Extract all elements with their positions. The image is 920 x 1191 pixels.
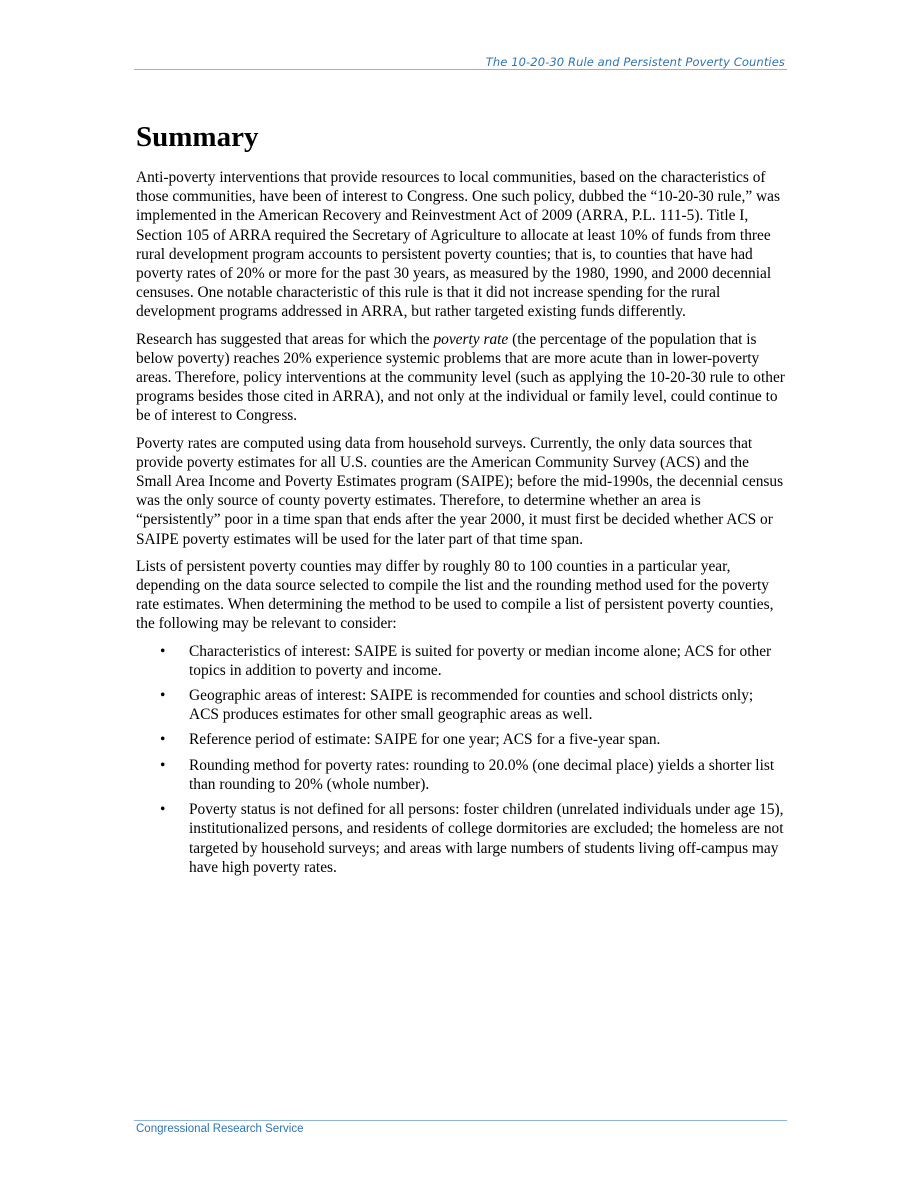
running-header: The 10-20-30 Rule and Persistent Poverty Counties [485,55,785,69]
list-item-text: Characteristics of interest: SAIPE is suited for poverty or median income alone; ACS for other topics in addition to poverty and income. [189,642,772,679]
summary-section [136,120,786,883]
bullet-icon [160,756,165,775]
list-item [136,800,786,877]
bullet-icon [160,686,165,705]
paragraph-lists: Lists of persistent poverty counties may differ by roughly 80 to 100 counties in a particular year, depending on the data source selected to compile the list and the rounding method used for the poverty rate estimates. When determining the method to be used to compile a list of persistent poverty counties, the following may be relevant to consider: [136,557,774,633]
list-item [136,642,786,680]
paragraph-research [136,330,786,426]
list-item [136,686,786,724]
paragraph-research-text-2: (the percentage of the population that is below poverty) reaches 20% experience systemic problems that are more acute than in lower-poverty areas. Therefore, policy interventions at the community level (such as applying the 10-20-30 rule to other programs besides those cited in ARRA), and not only at the individual or family level, could continue to be of interest to Congress. [136,330,785,425]
list-item [136,756,786,794]
list-item-text: Rounding method for poverty rates: rounding to 20.0% (one decimal place) yields a shorter list than rounding to 20% (whole number). [189,756,775,793]
bullet-icon [160,730,165,749]
poverty-rate-term: poverty rate [433,330,509,348]
paragraph-intro: Anti-poverty interventions that provide resources to local communities, based on the characteristics of those communities, have been of interest to Congress. One such policy, dubbed the “10-20-30 rule,” was implemented in the American Recovery and Reinvestment Act of 2009 (ARRA, P.L. 111-5). Title I, Section 105 of ARRA required the Secretary of Agriculture to allocate at least 10% of funds from three rural development program accounts to persistent poverty counties; that is, to counties that have had poverty rates of 20% or more for the past 30 years, as measured by the 1980, 1990, and 2000 decennial censuses. One notable characteristic of this rule is that it did not increase spending for the rural development programs addressed in ARRA, but rather targeted existing funds differently. [136,169,780,321]
list-item [136,730,786,749]
bullet-icon [160,800,165,819]
paragraph-data-sources: Poverty rates are computed using data from household surveys. Currently, the only data sources that provide poverty estimates for all U.S. counties are the American Community Survey (ACS) and the Small Area Income and Poverty Estimates program (SAIPE); before the mid-1990s, the decennial census was the only source of county poverty estimates. Therefore, to determine whether an area is “persistently” poor in a time span that ends after the year 2000, it must first be decided whether ACS or SAIPE poverty estimates will be used for the later part of that time span. [136,434,784,548]
list-item-text: Poverty status is not defined for all persons: foster children (unrelated individuals under age 15), institutionalized persons, and residents of college dormitories are excluded; the homeless are not targeted by household surveys; and areas with large numbers of students living off-campus may have high poverty rates. [189,801,784,876]
list-item-text: Geographic areas of interest: SAIPE is recommended for counties and school districts only; ACS produces estimates for other small geographic areas as well. [189,687,754,724]
paragraph-research-text-1: Research has suggested that areas for which the [136,330,434,348]
footer-organization: Congressional Research Service [136,1123,304,1135]
bullet-icon [160,642,165,661]
section-heading: Summary [136,121,259,153]
list-item-text: Reference period of estimate: SAIPE for one year; ACS for a five-year span. [189,731,661,749]
header-divider [134,69,787,70]
considerations-list [136,642,786,877]
footer-divider [134,1120,787,1121]
